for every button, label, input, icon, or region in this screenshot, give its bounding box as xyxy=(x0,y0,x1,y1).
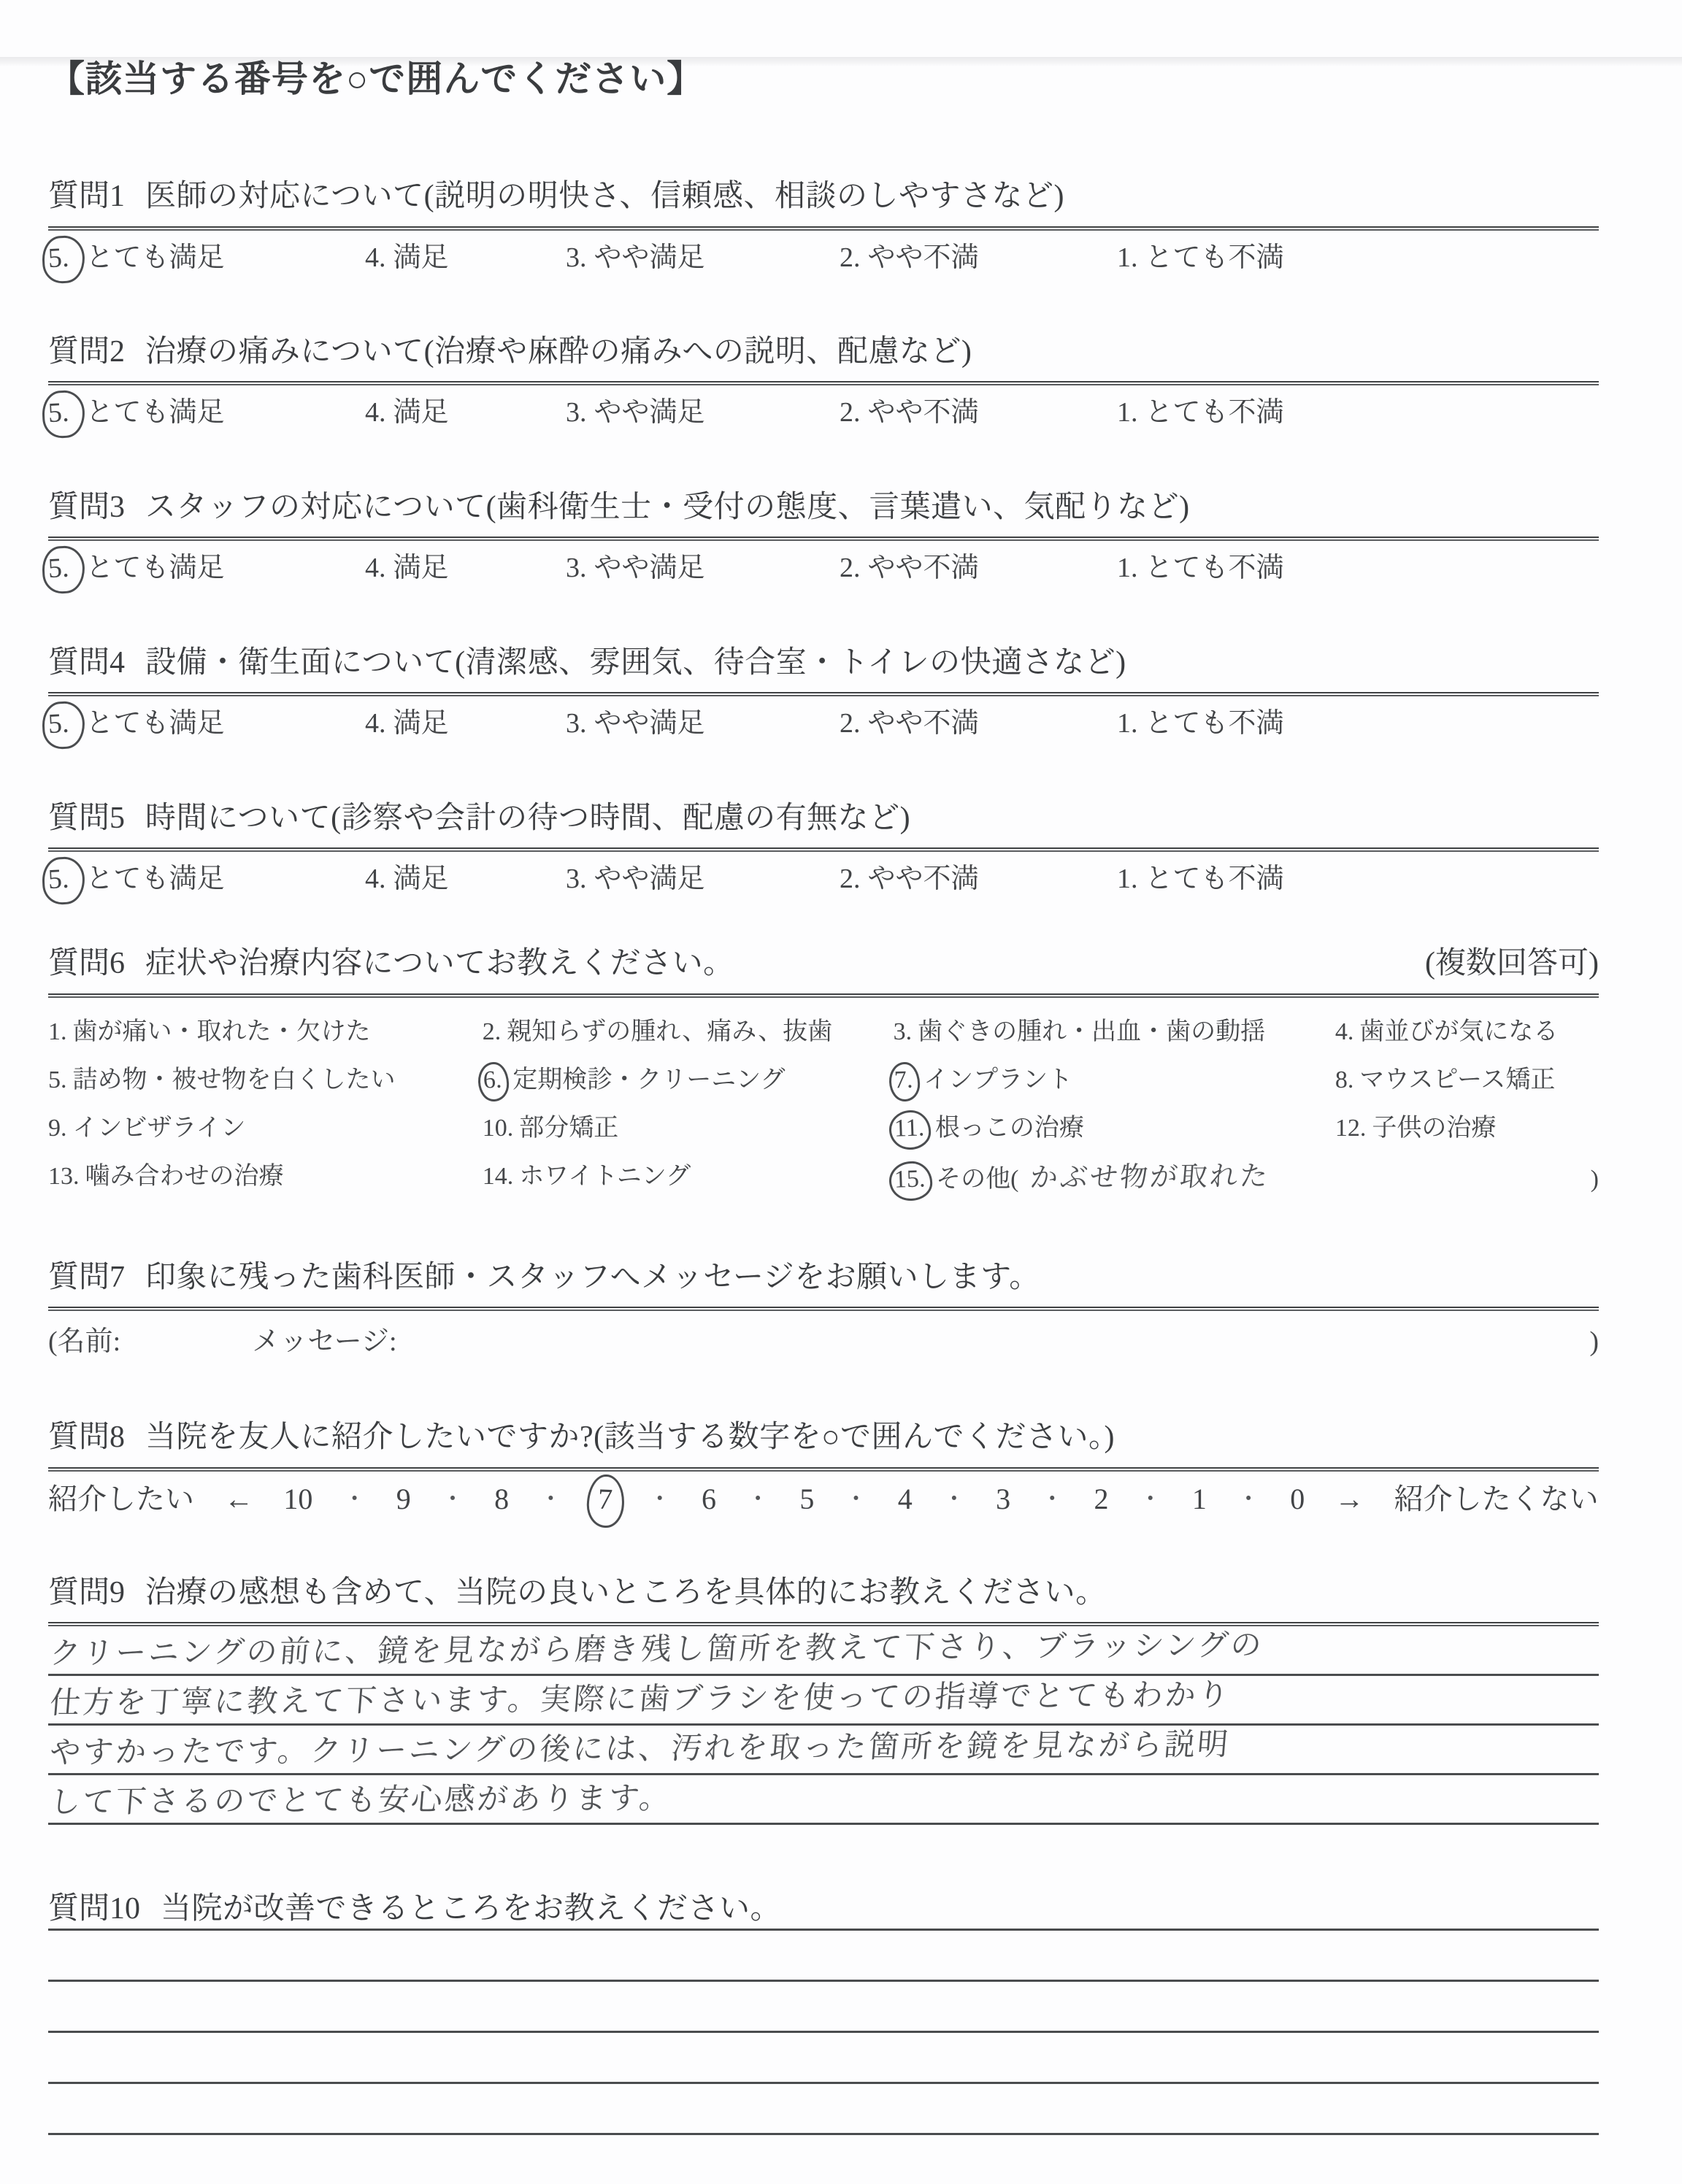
scale-number-0: 0 xyxy=(1290,1482,1305,1515)
scale-right-label: 紹介したくない xyxy=(1394,1482,1599,1515)
option-label: とても満足 xyxy=(85,242,225,273)
option-label: とても不満 xyxy=(1145,708,1284,739)
option-number: 3. xyxy=(566,553,587,584)
question-number: 質問9 xyxy=(48,1575,126,1610)
option-15-other-circled xyxy=(894,1161,1599,1196)
option-label: ホワイトニング xyxy=(519,1162,691,1190)
answer-line xyxy=(48,1775,1599,1825)
question-8 xyxy=(48,1418,1599,1518)
option-satisfied xyxy=(365,550,566,586)
handwritten-text: して下さるのでとても安心感があります。 xyxy=(48,1782,674,1820)
option-very-dissatisfied xyxy=(1117,395,1284,431)
divider xyxy=(48,1307,1599,1311)
option-number: 1. xyxy=(48,1018,67,1045)
option-1 xyxy=(48,1017,483,1048)
circle-annotation xyxy=(888,1161,932,1201)
option-label: マウスピース矯正 xyxy=(1359,1066,1556,1093)
scale-number-1: 1 xyxy=(1191,1482,1207,1515)
question-2-header xyxy=(48,333,1599,372)
option-very-satisfied xyxy=(48,395,365,431)
option-number: 2. xyxy=(840,864,861,895)
question-8-header xyxy=(48,1418,1599,1457)
message-entry-row xyxy=(48,1318,1599,1358)
scale-number-9: 9 xyxy=(396,1482,411,1515)
option-number: 5. xyxy=(47,242,70,274)
question-number: 質問10 xyxy=(48,1892,141,1926)
question-9 xyxy=(48,1574,1599,1826)
answer-line-blank xyxy=(48,2031,1599,2082)
option-number: 4. xyxy=(1335,1018,1354,1045)
option-number: 5. xyxy=(47,863,70,896)
circle-annotation xyxy=(477,1061,509,1101)
option-label: とても満足 xyxy=(85,864,225,895)
circle-annotation xyxy=(888,1061,920,1101)
option-label: やや満足 xyxy=(594,553,705,584)
question-6 xyxy=(48,945,1599,1210)
option-label: その他( xyxy=(936,1165,1019,1193)
option-13 xyxy=(48,1161,483,1193)
option-number: 5. xyxy=(47,397,70,429)
circle-annotation xyxy=(41,390,85,439)
option-very-satisfied xyxy=(48,550,365,586)
option-number: 2. xyxy=(482,1018,502,1045)
handwritten-text: 仕方を丁寧に教えて下さいます。実際に歯ブラシを使っての指導でとてもわかり xyxy=(48,1679,1232,1721)
option-satisfied xyxy=(365,861,566,897)
option-4 xyxy=(1335,1017,1599,1048)
option-somewhat-dissatisfied xyxy=(840,395,1117,431)
option-label: 定期検診・クリーニング xyxy=(512,1066,786,1093)
answer-line xyxy=(48,1676,1599,1726)
option-number: 5. xyxy=(48,1066,67,1093)
option-label: とても不満 xyxy=(1145,864,1284,895)
closing-paren: ) xyxy=(1590,1165,1599,1193)
question-5-options xyxy=(48,861,1599,897)
option-label: 満足 xyxy=(393,708,449,739)
message-label: メッセージ: xyxy=(252,1326,397,1358)
option-number: 1. xyxy=(1117,553,1138,584)
option-label: やや満足 xyxy=(594,708,705,739)
option-somewhat-satisfied xyxy=(566,395,840,431)
option-number: 9. xyxy=(48,1114,67,1142)
option-number: 4. xyxy=(365,708,386,739)
option-very-dissatisfied xyxy=(1117,706,1284,742)
question-1 xyxy=(48,177,1599,276)
option-number: 1. xyxy=(1117,864,1138,895)
option-14 xyxy=(483,1161,894,1193)
option-label: とても満足 xyxy=(85,708,225,739)
question-5-header xyxy=(48,799,1599,838)
option-3 xyxy=(894,1017,1335,1048)
option-label: とても不満 xyxy=(1145,242,1284,273)
option-number: 10. xyxy=(482,1114,514,1142)
option-number: 3. xyxy=(566,864,587,895)
option-very-satisfied xyxy=(48,240,365,276)
option-7-circled xyxy=(894,1065,1335,1096)
nps-scale xyxy=(48,1480,1599,1518)
option-somewhat-satisfied xyxy=(566,861,840,897)
question-4 xyxy=(48,644,1599,742)
question-number: 質問8 xyxy=(48,1420,126,1455)
dot-separator: ・ xyxy=(1138,1485,1162,1512)
option-number: 3. xyxy=(893,1018,913,1045)
option-label: 噛み合わせの治療 xyxy=(85,1162,284,1190)
question-title: 印象に残った歯科医師・スタッフへメッセージをお願いします。 xyxy=(145,1260,1040,1294)
answer-line xyxy=(48,1626,1599,1676)
divider xyxy=(48,537,1599,541)
option-number: 15. xyxy=(893,1165,926,1193)
option-number: 4. xyxy=(365,553,386,584)
dot-separator: ・ xyxy=(539,1485,563,1512)
option-somewhat-dissatisfied xyxy=(840,861,1117,897)
divider xyxy=(48,1467,1599,1472)
option-number: 5. xyxy=(47,552,70,585)
circle-annotation xyxy=(585,1474,625,1529)
option-number: 2. xyxy=(840,397,861,428)
option-12 xyxy=(1335,1113,1599,1145)
multiple-answers-note: (複数回答可) xyxy=(1425,947,1599,981)
question-1-header xyxy=(48,177,1599,216)
dot-separator: ・ xyxy=(1040,1485,1064,1512)
other-handwritten-answer: かぶせ物が取れた xyxy=(1029,1161,1272,1193)
divider xyxy=(48,993,1599,998)
option-label: やや満足 xyxy=(594,242,705,273)
question-7-header xyxy=(48,1258,1599,1297)
option-label: やや不満 xyxy=(867,864,979,895)
question-number: 質問4 xyxy=(48,645,126,680)
divider xyxy=(48,226,1599,231)
option-number: 2. xyxy=(840,242,861,273)
option-label: 歯が痛い・取れた・欠けた xyxy=(72,1018,371,1045)
option-very-satisfied xyxy=(48,861,365,897)
option-somewhat-satisfied xyxy=(566,706,840,742)
circle-annotation xyxy=(41,856,85,906)
option-11-circled xyxy=(894,1113,1335,1145)
question-title: スタッフの対応について(歯科衛生士・受付の態度、言葉遣い、気配りなど) xyxy=(145,490,1190,524)
option-label: とても不満 xyxy=(1145,553,1284,584)
question-3-header xyxy=(48,488,1599,527)
question-10 xyxy=(48,1890,1599,2184)
option-number: 3. xyxy=(566,708,587,739)
option-number: 7. xyxy=(893,1066,913,1094)
dot-separator: ・ xyxy=(342,1485,366,1512)
option-label: 親知らずの腫れ、痛み、抜歯 xyxy=(507,1018,833,1045)
option-label: やや満足 xyxy=(594,397,705,428)
dot-separator: ・ xyxy=(942,1485,966,1512)
option-number: 4. xyxy=(365,864,386,895)
question-3 xyxy=(48,488,1599,587)
dot-separator: ・ xyxy=(440,1485,464,1512)
scale-number-10: 10 xyxy=(283,1482,313,1515)
scale-number-3: 3 xyxy=(996,1482,1011,1515)
option-label: 歯並びが気になる xyxy=(1359,1018,1559,1045)
option-number: 6. xyxy=(483,1066,502,1094)
option-number: 2. xyxy=(840,708,861,739)
option-label: 子供の治療 xyxy=(1372,1114,1497,1142)
option-label: やや不満 xyxy=(867,708,979,739)
option-number: 8. xyxy=(1335,1066,1354,1093)
option-number: 3. xyxy=(566,242,587,273)
option-somewhat-satisfied xyxy=(566,240,840,276)
question-5 xyxy=(48,799,1599,898)
question-6-options xyxy=(48,1017,1599,1210)
question-7 xyxy=(48,1258,1599,1359)
option-label: やや不満 xyxy=(867,553,979,584)
question-number: 質問3 xyxy=(48,490,126,524)
option-8 xyxy=(1335,1065,1599,1096)
option-somewhat-dissatisfied xyxy=(840,240,1117,276)
circle-annotation xyxy=(41,701,85,750)
question-title: 症状や治療内容についてお教えください。 xyxy=(145,947,734,981)
answer-line xyxy=(48,1726,1599,1775)
option-somewhat-dissatisfied xyxy=(840,550,1117,586)
option-label: とても満足 xyxy=(85,397,225,428)
option-number: 1. xyxy=(1117,242,1138,273)
option-label: やや不満 xyxy=(867,397,979,428)
option-somewhat-satisfied xyxy=(566,550,840,586)
option-very-satisfied xyxy=(48,706,365,742)
circle-annotation xyxy=(888,1110,932,1150)
dot-separator: ・ xyxy=(746,1485,770,1512)
option-very-dissatisfied xyxy=(1117,861,1284,897)
question-title: 当院が改善できるところをお教えください。 xyxy=(161,1892,782,1926)
option-very-dissatisfied xyxy=(1117,550,1284,586)
circle-annotation xyxy=(41,234,85,284)
question-title: 治療の痛みについて(治療や麻酔の痛みへの説明、配慮など) xyxy=(145,334,972,369)
option-label: 詰め物・被せ物を白くしたい xyxy=(72,1066,396,1093)
question-4-options xyxy=(48,706,1599,742)
option-number: 11. xyxy=(893,1114,925,1142)
option-number: 4. xyxy=(365,242,386,273)
option-10 xyxy=(483,1113,894,1145)
question-10-header xyxy=(48,1890,1599,1929)
question-title: 時間について(診察や会計の待つ時間、配慮の有無など) xyxy=(145,801,911,835)
option-number: 2. xyxy=(840,553,861,584)
option-label: 歯ぐきの腫れ・出血・歯の動揺 xyxy=(918,1018,1266,1045)
scale-number-4: 4 xyxy=(897,1482,913,1515)
answer-line-blank xyxy=(48,1980,1599,2031)
option-number: 14. xyxy=(482,1162,514,1190)
answer-line-blank xyxy=(48,2082,1599,2133)
dot-separator: ・ xyxy=(844,1485,868,1512)
question-number: 質問1 xyxy=(48,180,126,213)
option-label: 満足 xyxy=(393,553,449,584)
option-satisfied xyxy=(365,706,566,742)
option-label: インビザライン xyxy=(72,1114,246,1142)
question-title: 治療の感想も含めて、当院の良いところを具体的にお教えください。 xyxy=(145,1575,1107,1610)
option-label: やや不満 xyxy=(867,242,979,273)
answer-line-blank xyxy=(48,1929,1599,1980)
question-6-header xyxy=(48,945,1599,983)
right-arrow-icon: → xyxy=(1335,1482,1364,1515)
option-label: 部分矯正 xyxy=(519,1114,619,1142)
option-label: とても満足 xyxy=(85,553,225,584)
handwritten-text: クリーニングの前に、鏡を見ながら磨き残し箇所を教えて下さり、ブラッシングの xyxy=(48,1629,1265,1672)
name-label: (名前: xyxy=(48,1326,121,1358)
question-title: 設備・衛生面について(清潔感、雰囲気、待合室・トイレの快適さなど) xyxy=(145,645,1126,680)
question-2 xyxy=(48,333,1599,431)
question-number: 質問6 xyxy=(48,947,126,981)
option-number: 4. xyxy=(365,397,386,428)
divider xyxy=(48,692,1599,696)
question-number: 質問2 xyxy=(48,334,126,369)
option-satisfied xyxy=(365,240,566,276)
option-label: とても不満 xyxy=(1145,397,1284,428)
question-3-options xyxy=(48,550,1599,586)
option-number: 1. xyxy=(1117,708,1138,739)
question-9-header xyxy=(48,1574,1599,1612)
scale-number-5: 5 xyxy=(799,1482,815,1515)
option-number: 13. xyxy=(48,1162,80,1190)
option-number: 5. xyxy=(47,707,70,740)
option-number: 3. xyxy=(566,397,587,428)
survey-page xyxy=(48,57,1599,2184)
scale-number-8: 8 xyxy=(494,1482,510,1515)
divider xyxy=(48,381,1599,385)
closing-paren: ) xyxy=(1589,1326,1599,1358)
question-title: 当院を友人に紹介したいですか?(該当する数字を○で囲んでください。) xyxy=(145,1420,1115,1455)
option-label: 根っこの治療 xyxy=(934,1114,1084,1142)
answer-line-blank xyxy=(48,2133,1599,2184)
question-title: 医師の対応について(説明の明快さ、信頼感、相談のしやすさなど) xyxy=(145,180,1064,213)
left-arrow-icon: ← xyxy=(224,1482,254,1515)
dot-separator: ・ xyxy=(1237,1485,1261,1512)
option-number: 1. xyxy=(1117,397,1138,428)
option-label: 満足 xyxy=(393,864,449,895)
option-9 xyxy=(48,1113,483,1145)
option-label: やや満足 xyxy=(594,864,705,895)
option-satisfied xyxy=(365,395,566,431)
scale-number-2: 2 xyxy=(1094,1482,1109,1515)
question-4-header xyxy=(48,644,1599,682)
option-label: インプラント xyxy=(923,1066,1073,1093)
option-label: 満足 xyxy=(393,242,449,273)
scale-number-7-selected: 7 xyxy=(596,1482,613,1516)
option-number: 12. xyxy=(1335,1114,1367,1142)
option-somewhat-dissatisfied xyxy=(840,706,1117,742)
question-1-options xyxy=(48,240,1599,276)
dot-separator: ・ xyxy=(648,1485,672,1512)
option-5 xyxy=(48,1065,483,1096)
page-title: 【該当する番号を○で囲んでください】 xyxy=(48,58,704,99)
question-number: 質問5 xyxy=(48,801,126,835)
option-2 xyxy=(483,1017,894,1048)
scale-number-6: 6 xyxy=(701,1482,716,1515)
option-label: 満足 xyxy=(393,397,449,428)
scale-left-label: 紹介したい xyxy=(48,1482,194,1515)
question-number: 質問7 xyxy=(48,1260,126,1294)
circle-annotation xyxy=(41,545,85,595)
option-6-circled xyxy=(483,1065,894,1096)
option-very-dissatisfied xyxy=(1117,240,1284,276)
question-2-options xyxy=(48,395,1599,431)
divider xyxy=(48,847,1599,852)
handwritten-text: やすかったです。クリーニングの後には、汚れを取った箇所を鏡を見ながら説明 xyxy=(48,1729,1232,1771)
